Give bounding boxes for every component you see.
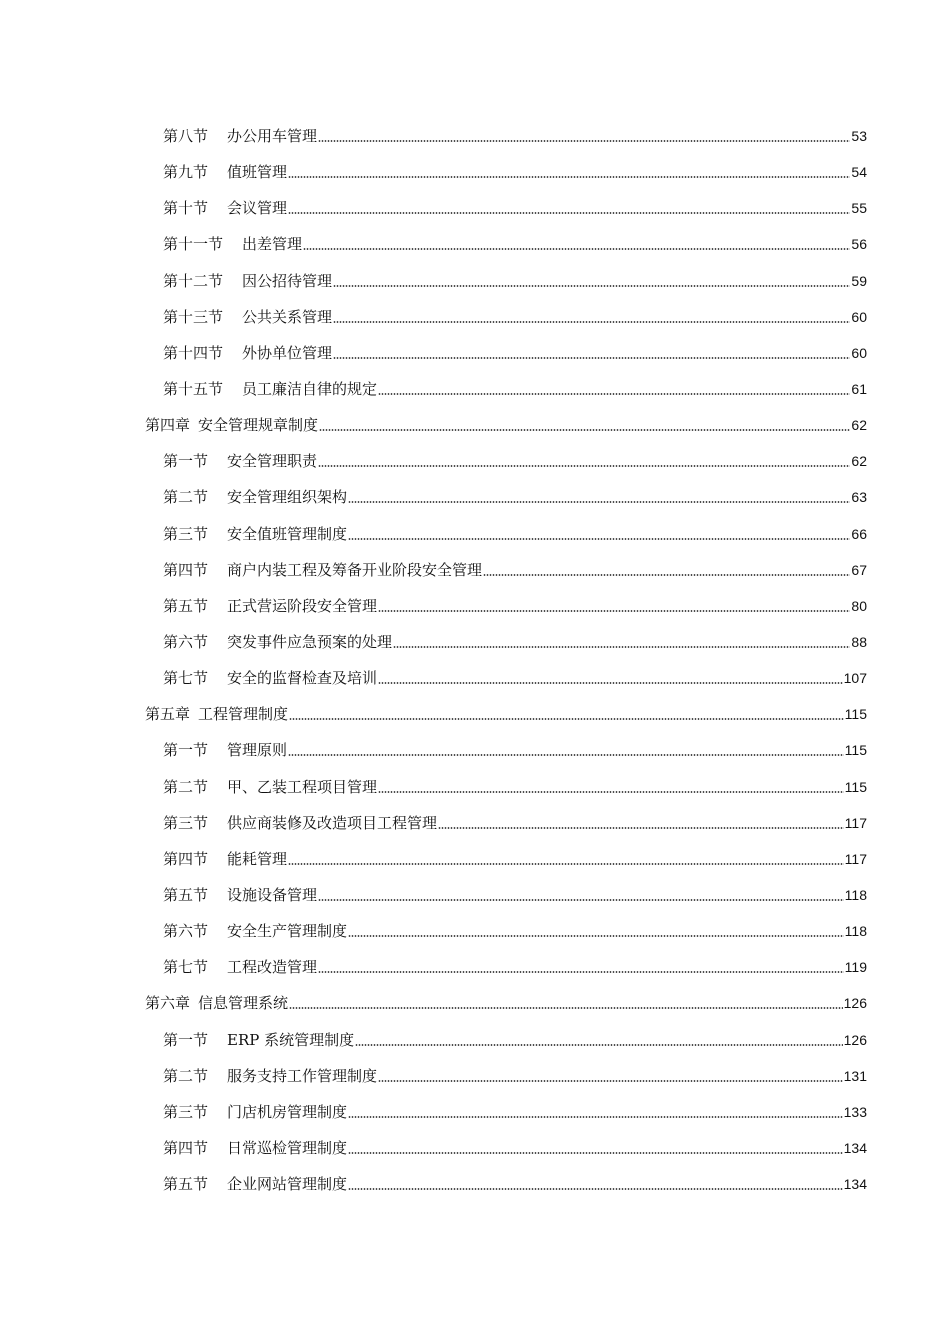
toc-section-entry[interactable]: [145, 588, 867, 624]
toc-entry-label: [163, 198, 287, 218]
toc-entry-title: 安全的监督检查及培训: [227, 669, 378, 688]
toc-entry-title: 出差管理: [242, 235, 303, 254]
toc-dot-leader: [378, 1066, 843, 1086]
toc-entry-title: ERP 系统管理制度: [227, 1030, 355, 1049]
toc-dot-leader: [483, 560, 850, 580]
toc-entry-title: 值班管理: [227, 163, 288, 182]
toc-page-number: 107: [843, 670, 867, 687]
toc-chapter-entry[interactable]: [145, 985, 867, 1021]
toc-entry-number: 第十四节: [163, 343, 224, 362]
toc-page-number: 115: [844, 706, 867, 723]
toc-entry-title: 设施设备管理: [227, 886, 318, 905]
toc-section-entry[interactable]: [145, 552, 867, 588]
toc-entry-number: 第十二节: [163, 271, 224, 290]
toc-page-number: 67: [851, 561, 867, 578]
toc-entry-title: 能耗管理: [227, 849, 288, 868]
toc-entry-label: [163, 1102, 347, 1122]
toc-entry-title: 安全管理职责: [227, 452, 318, 471]
toc-entry-number: 第七节: [163, 958, 209, 977]
toc-page-number: 126: [843, 1031, 867, 1048]
toc-entry-label: [163, 813, 437, 833]
toc-entry-number: 第十节: [163, 199, 209, 218]
toc-entry-label: [163, 1030, 354, 1050]
toc-entry-title: 信息管理系统: [198, 994, 289, 1013]
toc-entry-number: 第五节: [163, 886, 209, 905]
toc-dot-leader: [348, 487, 850, 507]
toc-section-entry[interactable]: [145, 769, 867, 805]
toc-entry-title: 安全管理组织架构: [227, 488, 348, 507]
toc-dot-leader: [378, 379, 850, 399]
toc-dot-leader: [378, 668, 843, 688]
toc-entry-title: 工程管理制度: [198, 705, 289, 724]
toc-entry-label: [163, 126, 317, 146]
toc-entry-label: [145, 415, 318, 435]
toc-page-number: 55: [851, 200, 867, 217]
toc-dot-leader: [393, 632, 850, 652]
toc-section-entry[interactable]: [145, 371, 867, 407]
toc-entry-number: 第四节: [163, 1139, 209, 1157]
toc-section-entry[interactable]: [145, 263, 867, 299]
toc-dot-leader: [288, 162, 850, 182]
toc-entry-number: 第五节: [163, 1175, 209, 1194]
toc-section-entry[interactable]: [145, 1094, 867, 1130]
toc-entry-title: 商户内装工程及筹备开业阶段安全管理: [227, 560, 483, 579]
toc-page-number: 115: [844, 778, 867, 795]
toc-dot-leader: [318, 126, 850, 146]
toc-page-number: 115: [844, 742, 867, 759]
toc-page-number: 88: [851, 634, 867, 651]
toc-page-number: 119: [844, 959, 867, 976]
toc-entry-number: 第三节: [163, 1102, 209, 1121]
toc-section-entry[interactable]: [145, 949, 867, 985]
toc-dot-leader: [333, 307, 850, 327]
toc-entry-title: 服务支持工作管理制度: [227, 1066, 378, 1085]
toc-entry-number: 第十三节: [163, 307, 224, 326]
toc-section-entry[interactable]: [145, 877, 867, 913]
toc-entry-number: 第一节: [163, 452, 209, 471]
toc-entry-title: 工程改造管理: [227, 958, 318, 977]
toc-page-number: 134: [843, 1140, 867, 1156]
toc-entry-label: [163, 885, 317, 905]
toc-entry-label: [163, 777, 377, 797]
toc-entry-title: 供应商装修及改造项目工程管理: [227, 813, 438, 832]
toc-entry-label: [163, 1138, 347, 1158]
toc-entry-number: 第五章: [145, 705, 191, 724]
toc-entry-label: [163, 343, 332, 363]
toc-section-entry[interactable]: [145, 913, 867, 949]
toc-section-entry[interactable]: [145, 1130, 867, 1166]
toc-dot-leader: [303, 234, 850, 254]
toc-chapter-entry[interactable]: [145, 696, 867, 732]
toc-section-entry[interactable]: [145, 660, 867, 696]
toc-entry-title: 甲、乙装工程项目管理: [227, 777, 378, 796]
toc-entry-number: 第十一节: [163, 235, 224, 254]
toc-page-number: 62: [851, 453, 867, 470]
toc-page-number: 56: [851, 236, 867, 253]
toc-entry-number: 第四节: [163, 849, 209, 868]
toc-section-entry[interactable]: [145, 226, 867, 262]
toc-entry-number: 第六节: [163, 633, 209, 652]
toc-page-number: 60: [851, 344, 867, 361]
toc-entry-label: [163, 957, 317, 977]
toc-section-entry[interactable]: [145, 299, 867, 335]
toc-section-entry[interactable]: [145, 479, 867, 515]
toc-entry-number: 第一节: [163, 1030, 209, 1049]
toc-section-entry[interactable]: [145, 118, 867, 154]
toc-dot-leader: [355, 1030, 843, 1050]
toc-entry-number: 第十五节: [163, 380, 224, 399]
toc-entry-label: [163, 451, 317, 471]
toc-page-number: 117: [844, 814, 867, 831]
toc-entry-label: [163, 921, 347, 941]
toc-entry-label: [145, 993, 288, 1013]
toc-entry-label: [163, 307, 332, 327]
toc-entry-title: 安全生产管理制度: [227, 922, 348, 941]
toc-entry-title: 突发事件应急预案的处理: [227, 633, 393, 652]
toc-entry-number: 第六节: [163, 922, 209, 941]
toc-entry-label: [163, 1066, 377, 1086]
toc-entry-label: [163, 849, 287, 869]
toc-entry-label: [163, 524, 347, 544]
toc-entry-title: 公共关系管理: [242, 307, 333, 326]
toc-entry-title: 安全管理规章制度: [198, 416, 319, 435]
toc-dot-leader: [378, 777, 844, 797]
toc-entry-label: [163, 668, 377, 688]
toc-page-number: 117: [844, 850, 867, 867]
toc-entry-number: 第二节: [163, 1066, 209, 1085]
toc-entry-title: 门店机房管理制度: [227, 1102, 348, 1121]
toc-entry-number: 第六章: [145, 994, 191, 1013]
toc-entry-label: [163, 487, 347, 507]
toc-entry-title: 安全值班管理制度: [227, 524, 348, 543]
toc-entry-number: 第一节: [163, 741, 209, 760]
toc-entry-number: 第九节: [163, 163, 209, 182]
toc-entry-number: 第四节: [163, 560, 209, 579]
toc-entry-label: [163, 596, 377, 616]
toc-entry-title: 因公招待管理: [242, 271, 333, 290]
toc-entry-number: 第四章: [145, 416, 191, 435]
toc-chapter-entry[interactable]: [145, 407, 867, 443]
toc-dot-leader: [348, 1102, 843, 1122]
toc-dot-leader: [318, 451, 850, 471]
toc-entry-number: 第二节: [163, 777, 209, 796]
toc-entry-number: 第八节: [163, 127, 209, 146]
toc-entry-number: 第三节: [163, 813, 209, 832]
toc-entry-title: 办公用车管理: [227, 127, 318, 146]
toc-entry-label: [163, 162, 287, 182]
toc-entry-title: 管理原则: [227, 741, 288, 760]
toc-dot-leader: [348, 1138, 843, 1158]
toc-entry-number: 第三节: [163, 524, 209, 543]
toc-entry-label: [163, 271, 332, 291]
toc-page-number: 53: [851, 128, 867, 145]
toc-entry-label: [163, 1174, 347, 1194]
toc-dot-leader: [333, 271, 850, 291]
toc-page-number: 54: [851, 164, 867, 181]
toc-section-entry[interactable]: [145, 1058, 867, 1094]
toc-section-entry[interactable]: [145, 732, 867, 768]
toc-entry-title: 正式营运阶段安全管理: [227, 596, 378, 615]
toc-dot-leader: [333, 343, 850, 363]
toc-dot-leader: [289, 993, 843, 1013]
toc-page-number: 60: [851, 308, 867, 325]
toc-section-entry[interactable]: [145, 841, 867, 877]
toc-page-number: 118: [844, 887, 867, 904]
toc-entry-number: 第七节: [163, 669, 209, 688]
toc-entry-label: [163, 234, 302, 254]
toc-dot-leader: [288, 198, 850, 218]
toc-entry-title: 员工廉洁自律的规定: [242, 380, 378, 399]
toc-dot-leader: [289, 704, 844, 724]
toc-section-entry[interactable]: [145, 805, 867, 841]
toc-entry-number: 第二节: [163, 488, 209, 507]
toc-entry-title: 企业网站管理制度: [227, 1175, 348, 1194]
toc-section-entry[interactable]: [145, 516, 867, 552]
toc-section-entry[interactable]: [145, 1166, 867, 1202]
toc-page-number: 61: [851, 381, 867, 398]
toc-section-entry[interactable]: [145, 335, 867, 371]
toc-entry-label: [163, 379, 377, 399]
toc-dot-leader: [318, 885, 844, 905]
toc-section-entry[interactable]: [145, 624, 867, 660]
toc-section-entry[interactable]: [145, 190, 867, 226]
toc-page-number: 118: [844, 923, 867, 940]
toc-dot-leader: [348, 921, 844, 941]
toc-section-entry[interactable]: [145, 443, 867, 479]
toc-entry-label: [145, 704, 288, 724]
toc-entry-label: [163, 632, 392, 652]
toc-entry-number: 第五节: [163, 596, 209, 615]
toc-entry-label: [163, 740, 287, 760]
toc-dot-leader: [378, 596, 850, 616]
toc-page-number: 62: [851, 417, 867, 434]
toc-dot-leader: [318, 957, 844, 977]
toc-dot-leader: [348, 1174, 843, 1194]
toc-section-entry[interactable]: [145, 154, 867, 190]
toc-dot-leader: [288, 740, 844, 760]
toc-dot-leader: [348, 524, 850, 544]
toc-dot-leader: [438, 813, 844, 833]
toc-page-number: 131: [843, 1067, 867, 1084]
toc-entry-title: 会议管理: [227, 199, 288, 218]
toc-page-number: 63: [851, 489, 867, 506]
toc-page-number: 59: [851, 272, 867, 289]
toc-page-number: 66: [851, 525, 867, 542]
toc-page-number: 126: [843, 995, 867, 1012]
table-of-contents: [145, 118, 867, 1202]
toc-entry-title: 外协单位管理: [242, 343, 333, 362]
toc-entry-title: 日常巡检管理制度: [227, 1139, 348, 1157]
toc-dot-leader: [288, 849, 844, 869]
toc-dot-leader: [319, 415, 850, 435]
toc-page-number: 133: [843, 1103, 867, 1120]
toc-page-number: 80: [851, 597, 867, 614]
toc-page-number: 134: [843, 1176, 867, 1193]
toc-entry-label: [163, 560, 482, 580]
toc-section-entry[interactable]: [145, 1022, 867, 1058]
